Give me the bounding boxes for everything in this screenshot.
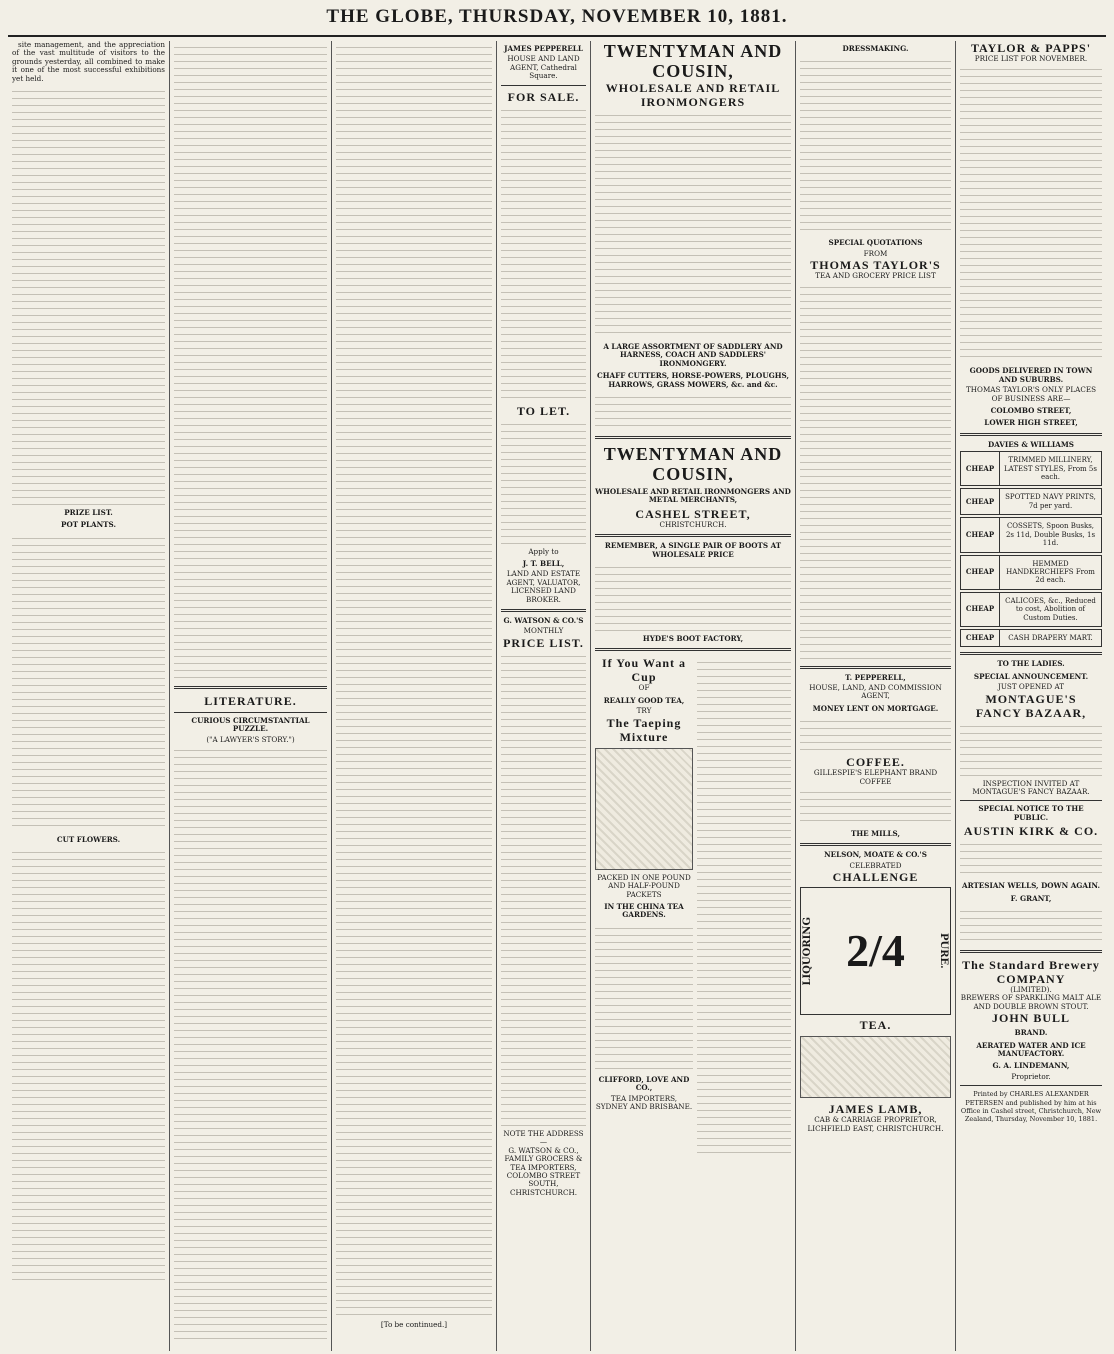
divider <box>501 85 586 86</box>
divider <box>960 800 1102 801</box>
inspection: INSPECTION INVITED AT MONTAGUE'S FANCY BAZAAR. <box>972 778 1090 796</box>
divider <box>501 609 586 612</box>
pepperell2-name: T. PEPPERELL, <box>845 672 906 682</box>
cheap-row <box>960 488 1102 515</box>
dressmaking-heading: DRESSMAKING. <box>842 44 909 53</box>
text-block <box>800 55 951 235</box>
text-block <box>697 656 791 1156</box>
tc2-city: CHRISTCHURCH. <box>659 519 727 529</box>
lamb-addr: LICHFIELD EAST, CHRISTCHURCH. <box>807 1123 944 1133</box>
cheap-row <box>960 517 1102 552</box>
boots-factory: HYDE'S BOOT FACTORY, <box>642 634 744 644</box>
divider <box>800 666 951 669</box>
coffee-sub: GILLESPIE'S ELEPHANT BRAND COFFEE <box>813 768 938 786</box>
watson-title: G. WATSON & CO.'S <box>503 616 584 626</box>
money-lent: MONEY LENT ON MORTGAGE. <box>812 703 939 713</box>
watson-price-list: PRICE LIST. <box>503 635 584 650</box>
column-3 <box>332 41 497 1351</box>
divider <box>960 950 1102 953</box>
text-block <box>595 109 791 339</box>
cheap-label: CHEAP <box>961 593 1000 626</box>
cut-flowers-heading: CUT FLOWERS. <box>56 834 121 844</box>
pepperell-sub: HOUSE AND LAND AGENT, Cathedral Square. <box>507 54 580 81</box>
cheap-item: SPOTTED NAVY PRINTS, 7d per yard. <box>1005 493 1096 510</box>
text-block <box>174 41 327 681</box>
puzzle-subhead: CURIOUS CIRCUMSTANTIAL PUZZLE. <box>191 716 310 734</box>
cheap-item: TRIMMED MILLINERY, LATEST STYLES, From 5s each. <box>1004 456 1097 482</box>
text-block <box>595 922 693 1072</box>
watson-note: NOTE THE ADDRESS— <box>503 1128 584 1147</box>
grant-name: F. GRANT, <box>1010 893 1052 903</box>
column-4 <box>497 41 591 1351</box>
text-block <box>174 744 327 1344</box>
cheap-item: CALICOES, &c., Reduced to cost, Abolition of Custom Duties. <box>1005 596 1096 622</box>
clifford-sub: TEA IMPORTERS, SYDNEY AND BRISBANE. <box>595 1093 693 1111</box>
tea-word: TEA. <box>859 1018 892 1033</box>
watson-address: G. WATSON & CO., FAMILY GROCERS & TEA IMPORTERS, COLOMBO STREET SOUTH, CHRISTCHURCH. <box>504 1145 583 1197</box>
cheap-list <box>960 451 1102 647</box>
boots-heading: REMEMBER, A SINGLE PAIR OF BOOTS AT WHOLESALE PRICE <box>604 541 782 559</box>
just-opened: JUST OPENED AT <box>997 682 1065 692</box>
taylor-papps-header: TAYLOR & PAPPS' <box>970 41 1092 55</box>
tea-cup-line-5: The Taeping Mixture <box>606 715 682 744</box>
literature-heading: LITERATURE. <box>204 694 297 708</box>
text-block <box>595 391 791 431</box>
column-2 <box>170 41 332 1351</box>
tea-cup-line-1: If You Want a Cup <box>601 656 687 685</box>
cheap-label: CHEAP <box>961 452 1000 485</box>
special-from: FROM <box>863 248 888 258</box>
tc-saddlery: A LARGE ASSORTMENT OF SADDLERY AND HARNESS, COACH AND SADDLERS' IRONMONGERY. <box>603 342 783 368</box>
cheap-row <box>960 629 1102 647</box>
lower-high-street: LOWER HIGH STREET, <box>984 418 1078 428</box>
tea-cup-line-2: OF <box>638 683 650 693</box>
text-block <box>800 786 951 826</box>
tc2-street: CASHEL STREET, <box>635 506 751 521</box>
text-block <box>501 104 586 404</box>
tc2-sub: WHOLESALE AND RETAIL IRONMONGERS AND METAL MERCHANTS, <box>595 487 791 505</box>
masthead: THE GLOBE, THURSDAY, NOVEMBER 10, 1881. <box>8 6 1106 37</box>
tc-wholesale: WHOLESALE AND RETAIL <box>605 81 781 95</box>
austin-kirk: AUSTIN KIRK & CO. <box>963 824 1099 839</box>
taylor-sub: TEA AND GROCERY PRICE LIST <box>815 271 936 281</box>
divider <box>595 648 791 651</box>
brewers: BREWERS OF SPARKLING MALT ALE AND DOUBLE BROWN STOUT. <box>960 993 1102 1011</box>
tea-cup-line-4: TRY <box>636 706 652 716</box>
cheap-label: CHEAP <box>961 630 1000 646</box>
divider <box>960 652 1102 655</box>
taylor-name: THOMAS TAYLOR'S <box>810 258 941 273</box>
tc-ironmongers: IRONMONGERS <box>640 95 746 109</box>
apply-to: Apply to <box>528 546 559 556</box>
divider <box>960 433 1102 436</box>
cheap-item: HEMMED HANDKERCHIEFS From 2d each. <box>1006 559 1095 585</box>
tea-packed: PACKED IN ONE POUND AND HALF-POUND PACKETS <box>597 872 691 899</box>
lindemann-name: G. A. LINDEMANN, <box>992 1061 1070 1071</box>
byline: ("A LAWYER'S STORY.") <box>206 734 295 744</box>
cheap-label: CHEAP <box>961 518 1000 551</box>
tea-cup-line-3: REALLY GOOD TEA, <box>603 695 685 705</box>
cheap-row <box>960 451 1102 486</box>
continued-note: [To be continued.] <box>380 1320 448 1329</box>
taeping-ad <box>595 656 693 1156</box>
text-block <box>960 720 1102 780</box>
divider <box>174 686 327 689</box>
liquoring-label: LIQUORING <box>802 917 813 986</box>
coffee-heading: COFFEE. <box>846 755 905 770</box>
text-block <box>12 846 165 1286</box>
carriage-illustration <box>800 1036 951 1098</box>
celebrated: CELEBRATED <box>849 860 902 870</box>
mills-name: THE MILLS, <box>851 829 900 839</box>
text-block <box>501 418 586 548</box>
divider <box>595 534 791 537</box>
cheap-label: CHEAP <box>961 556 1000 589</box>
pure-label: PURE. <box>938 933 949 970</box>
for-sale-heading: FOR SALE. <box>507 89 580 104</box>
pepperell2-sub: HOUSE, LAND, AND COMMISSION AGENT, <box>809 683 942 701</box>
tea-package-illustration <box>800 887 951 1015</box>
john-bull: JOHN BULL <box>991 1011 1070 1026</box>
column-6 <box>796 41 956 1351</box>
text-block <box>960 905 1102 945</box>
cheap-item: COSSETS, Spoon Busks, 2s 11d, Double Busks, 1s 11d. <box>1005 522 1096 548</box>
text-block <box>336 41 492 1321</box>
pot-plants-heading: POT PLANTS. <box>61 520 116 530</box>
text-block <box>800 715 951 755</box>
text-block <box>595 561 791 631</box>
colombo-street: COLOMBO STREET, <box>990 406 1072 416</box>
cheap-row <box>960 555 1102 590</box>
fancy-bazaar: FANCY BAZAAR, <box>975 705 1087 720</box>
price-tag: 2/4 <box>846 925 905 977</box>
bell-sub: LAND AND ESTATE AGENT, VALUATOR, LICENSED LAND BROKER. <box>506 569 581 604</box>
aerated-water: AERATED WATER AND ICE MANUFACTORY. <box>976 1040 1086 1059</box>
tea-gardens: IN THE CHINA TEA GARDENS. <box>604 901 684 920</box>
tea-figure-illustration <box>595 748 693 870</box>
special-announcement: SPECIAL ANNOUNCEMENT. <box>973 671 1089 681</box>
standard-brewery: The Standard Brewery <box>962 958 1100 972</box>
nelson-name: NELSON, MOATE & CO.'S <box>824 850 927 860</box>
text-block <box>960 838 1102 878</box>
proprietor: Proprietor. <box>1011 1071 1051 1081</box>
goods-delivered: GOODS DELIVERED IN TOWN AND SUBURBS. <box>969 366 1093 384</box>
text-block <box>12 532 165 832</box>
montague-name: MONTAGUE'S <box>985 691 1077 706</box>
column-1 <box>8 41 170 1351</box>
divider <box>800 843 951 846</box>
to-the-ladies: TO THE LADIES. <box>997 659 1065 669</box>
column-5 <box>591 41 796 1351</box>
company: COMPANY <box>996 972 1066 986</box>
brand: BRAND. <box>1014 1028 1048 1038</box>
divider <box>595 436 791 439</box>
challenge: CHALLENGE <box>832 870 919 885</box>
davies-williams: DAVIES & WILLIAMS <box>987 439 1074 449</box>
tc-name: TWENTYMAN AND COUSIN, <box>603 41 783 81</box>
text-block <box>12 85 165 505</box>
lamb-sub: CAB & CARRIAGE PROPRIETOR, <box>814 1115 937 1125</box>
tc-chaff: CHAFF CUTTERS, HORSE-POWERS, PLOUGHS, HARROWS, GRASS MOWERS, &c. and &c. <box>597 371 789 389</box>
text-block <box>800 281 951 661</box>
clifford-name: CLIFFORD, LOVE AND CO., <box>598 1074 690 1093</box>
text-block <box>960 63 1102 363</box>
columns <box>8 41 1106 1351</box>
divider <box>960 1085 1102 1086</box>
artesian-wells: ARTESIAN WELLS, DOWN AGAIN. <box>962 881 1100 891</box>
lamb-name: JAMES LAMB, <box>828 1102 923 1117</box>
cheap-label: CHEAP <box>961 489 1000 514</box>
to-let-heading: TO LET. <box>516 403 571 418</box>
pepperell-name: JAMES PEPPERELL <box>504 44 583 53</box>
taylor-papps-sub: PRICE LIST FOR NOVEMBER. <box>974 54 1088 63</box>
cheap-item: CASH DRAPERY MART. <box>1008 633 1093 642</box>
taylor-only: THOMAS TAYLOR'S ONLY PLACES OF BUSINESS ARE— <box>965 385 1096 403</box>
column-7 <box>956 41 1106 1351</box>
watson-sub: MONTHLY <box>523 626 564 636</box>
tc2-name: TWENTYMAN AND COUSIN, <box>603 444 783 485</box>
divider <box>174 712 327 713</box>
limited: (LIMITED). <box>1010 985 1052 994</box>
prize-list-heading: PRIZE LIST. <box>64 508 113 518</box>
cheap-row <box>960 592 1102 627</box>
special-quotations: SPECIAL QUOTATIONS <box>828 238 923 248</box>
bell-name: J. T. BELL, <box>522 559 565 569</box>
tea-ad-row <box>595 656 791 1156</box>
imprint: Printed by CHARLES ALEXANDER PETERSEN and published by him at his Office in Cashel street, Christchurch, New Zealand, Thursday, November 10, 1881. <box>960 1090 1102 1124</box>
special-notice: SPECIAL NOTICE TO THE PUBLIC. <box>978 804 1084 822</box>
column-1-text: site management, and the appreciation of the vast multitude of visitors to the grounds yesterday, all combined to make it one of the most successful exhibitions yet held. <box>12 41 165 83</box>
text-block <box>501 650 586 1130</box>
